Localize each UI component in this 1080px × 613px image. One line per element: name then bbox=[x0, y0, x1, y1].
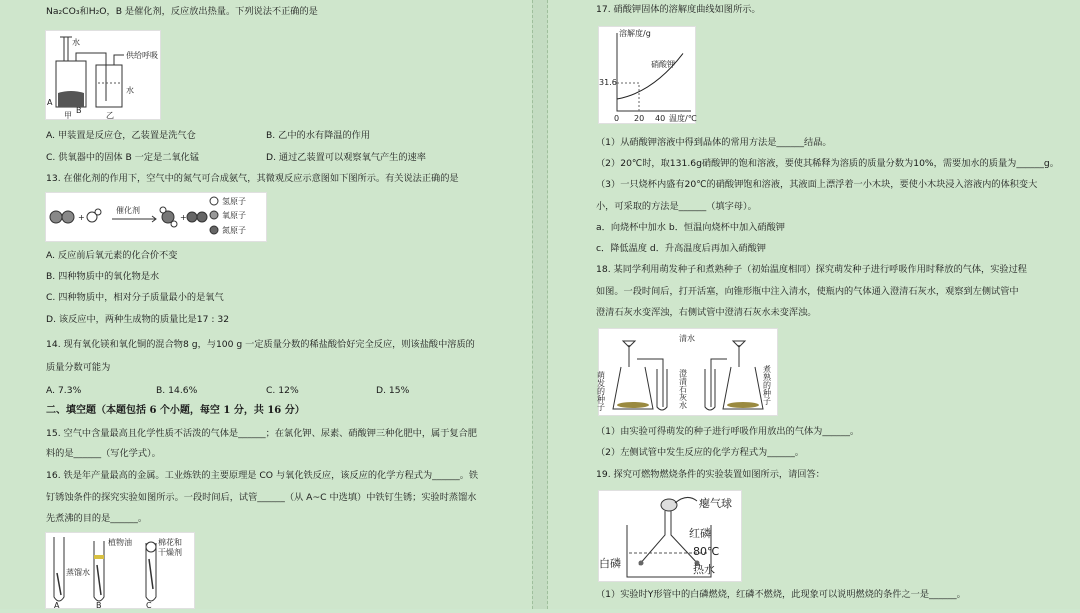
q19-part1: （1）实验时Y形管中的白磷燃烧，红磷不燃烧，此现象可以说明燃烧的条件之一是______。 bbox=[596, 589, 966, 600]
q18-stem: 18. 某同学利用萌发种子和煮熟种子（初始温度相同）探究萌发种子进行呼吸作用时释放的气体，实验过程 bbox=[596, 264, 1027, 275]
tube-a-label: A bbox=[54, 601, 60, 610]
water-label-2: 水 bbox=[126, 86, 134, 95]
q17-part1: （1）从硝酸钾溶液中得到晶体的常用方法是______结晶。 bbox=[596, 137, 832, 148]
svg-text:+: + bbox=[78, 213, 85, 222]
rust-experiment-diagram bbox=[46, 533, 194, 609]
q12-stem: Na₂CO₃和H₂O，B 是催化剂，反应放出热量。下列说法不正确的是 bbox=[46, 6, 318, 17]
q18-part2: （2）左侧试管中发生反应的化学方程式为______。 bbox=[596, 447, 804, 458]
q17-options-cd: c．降低温度 d．升高温度后再加入硝酸钾 bbox=[596, 243, 766, 254]
desiccant-label: 干燥剂 bbox=[158, 548, 182, 557]
hot-water-label: 热水 bbox=[693, 563, 715, 576]
q13-stem: 13. 在催化剂的作用下，空气中的氮气可合成氨气，其微观反应示意图如下图所示。有关说法正确的是 bbox=[46, 173, 459, 184]
tube-b-label: B bbox=[96, 601, 102, 610]
q18-part1: （1）由实验可得萌发的种子进行呼吸作用放出的气体为______。 bbox=[596, 426, 860, 437]
label-a: A bbox=[47, 98, 53, 107]
hydrogen-atom-label: 氢原子 bbox=[222, 197, 246, 206]
solubility-chart bbox=[598, 26, 696, 124]
white-phosphorus-label: 白磷 bbox=[599, 557, 621, 570]
chart-ytick: 31.6 bbox=[599, 78, 617, 87]
temperature-label: 80℃ bbox=[693, 545, 720, 558]
nitrogen-atom-label: 氮原子 bbox=[222, 226, 246, 235]
q17-part2: （2）20℃时，取131.6g硝酸钾的饱和溶液，要使其稀释为溶质的质量分数为10%，需要加水的质量为______g。 bbox=[596, 158, 1059, 169]
balloon-label: 瘪气球 bbox=[699, 497, 732, 510]
q15-stem: 15. 空气中含量最高且化学性质不活泼的气体是______；在氯化钾、尿素、硝酸钾三种化肥中，属于复合肥 bbox=[46, 428, 477, 439]
label-b: B bbox=[76, 106, 82, 115]
q16-stem-2: 钉锈蚀条件的探究实验如图所示。一段时间后，试管______（从 A~C 中选填）中铁钉生锈；实验时蒸馏水 bbox=[46, 492, 477, 503]
q18-stem-3: 澄清石灰水变浑浊，右侧试管中澄清石灰水未变浑浊。 bbox=[596, 307, 817, 318]
q14-option-d: D. 15% bbox=[376, 385, 410, 396]
curve-label: 硝酸钾 bbox=[651, 60, 675, 69]
q12-option-a: A. 甲装置是反应仓，乙装置是洗气仓 bbox=[46, 130, 196, 141]
solubility-chart-svg bbox=[599, 27, 695, 123]
xtick-40: 40 bbox=[655, 114, 666, 123]
q17-stem: 17. 硝酸钾固体的溶解度曲线如图所示。 bbox=[596, 4, 761, 15]
q12-option-d: D. 通过乙装置可以观察氧气产生的速率 bbox=[266, 152, 426, 163]
distilled-water-label: 蒸馏水 bbox=[66, 568, 90, 577]
xtick-20: 20 bbox=[634, 114, 645, 123]
oxygen-generator-diagram bbox=[46, 31, 160, 119]
germination-figure bbox=[598, 328, 778, 416]
q15-stem-2: 料的是______（写化学式）。 bbox=[46, 448, 161, 459]
supply-label: 供给呼吸 bbox=[126, 51, 158, 60]
combustion-figure bbox=[598, 490, 742, 582]
chart-ylabel: 溶解度/g bbox=[619, 29, 651, 38]
limewater-label: 澄清石灰水 bbox=[678, 369, 688, 409]
catalyst-label: 催化剂 bbox=[116, 206, 140, 215]
red-phosphorus-label: 红磷 bbox=[689, 527, 711, 540]
water-label: 水 bbox=[72, 38, 80, 47]
germination-diagram bbox=[596, 329, 777, 415]
q13-option-d: D. 该反应中，两种生成物的质量比是17 : 32 bbox=[46, 314, 230, 325]
left-page bbox=[0, 0, 532, 609]
q13-option-a: A. 反应前后氧元素的化合价不变 bbox=[46, 250, 178, 261]
q13-option-b: B. 四种物质中的氧化物是水 bbox=[46, 271, 160, 282]
germinating-seeds-label: 萌发的种子 bbox=[596, 371, 606, 411]
plant-oil-label: 植物油 bbox=[108, 538, 132, 547]
oxygen-generator-figure bbox=[45, 30, 161, 120]
reaction-figure bbox=[45, 192, 267, 242]
rust-experiment-figure bbox=[45, 532, 195, 609]
q14-option-a: A. 7.3% bbox=[46, 385, 82, 396]
q14-stem: 14. 现有氧化镁和氧化铜的混合物8 g，与100 g 一定质量分数的稀盐酸恰好完全反应，则该盐酸中溶质的 bbox=[46, 339, 475, 350]
q18-stem-2: 如图。一段时间后，打开活塞，向锥形瓶中注入清水，使瓶内的气体通入澄清石灰水，观察到左侧试管中 bbox=[596, 286, 1019, 297]
q13-option-c: C. 四种物质中，相对分子质量最小的是氧气 bbox=[46, 292, 224, 303]
q14-stem-2: 质量分数可能为 bbox=[46, 362, 111, 373]
xtick-0: 0 bbox=[614, 114, 620, 123]
page-gutter bbox=[532, 0, 548, 609]
tube-c-label: C bbox=[146, 601, 152, 610]
q14-option-b: B. 14.6% bbox=[156, 385, 198, 396]
reaction-diagram bbox=[46, 193, 266, 241]
right-page bbox=[548, 0, 1080, 609]
cotton-label: 棉花和 bbox=[158, 538, 182, 547]
oxygen-atom-label: 氧原子 bbox=[222, 211, 246, 220]
q17-options-ab: a．向烧杯中加水 b．恒温向烧杯中加入硝酸钾 bbox=[596, 222, 785, 233]
combustion-diagram bbox=[599, 491, 741, 581]
cooked-seeds-label: 煮熟的种子 bbox=[762, 365, 772, 405]
chart-xlabel: 温度/℃ bbox=[669, 114, 697, 123]
q16-stem-3: 先煮沸的目的是______。 bbox=[46, 513, 148, 524]
q12-option-c: C. 供氧器中的固体 B 一定是二氧化锰 bbox=[46, 152, 200, 163]
q14-option-c: C. 12% bbox=[266, 385, 299, 396]
label-jia: 甲 bbox=[64, 111, 72, 120]
q17-part3: （3）一只烧杯内盛有20℃的硝酸钾饱和溶液，其液面上漂浮着一小木块，要使小木块浸入溶液内的体积变大 bbox=[596, 179, 1038, 190]
q17-part3-2: 小，可采取的方法是______（填字母）。 bbox=[596, 201, 757, 212]
q16-stem: 16. 铁是年产量最高的金属。工业炼铁的主要原理是 CO 与氧化铁反应，该反应的化学方程式为______。铁 bbox=[46, 470, 479, 481]
q12-option-b: B. 乙中的水有降温的作用 bbox=[266, 130, 371, 141]
clear-water-label: 清水 bbox=[679, 334, 695, 343]
q19-stem: 19. 探究可燃物燃烧条件的实验装置如图所示，请回答： bbox=[596, 469, 825, 480]
section-2-heading: 二、填空题（本题包括 6 个小题，每空 1 分，共 16 分） bbox=[46, 405, 305, 416]
label-yi: 乙 bbox=[106, 111, 114, 120]
svg-text:+: + bbox=[180, 213, 187, 222]
